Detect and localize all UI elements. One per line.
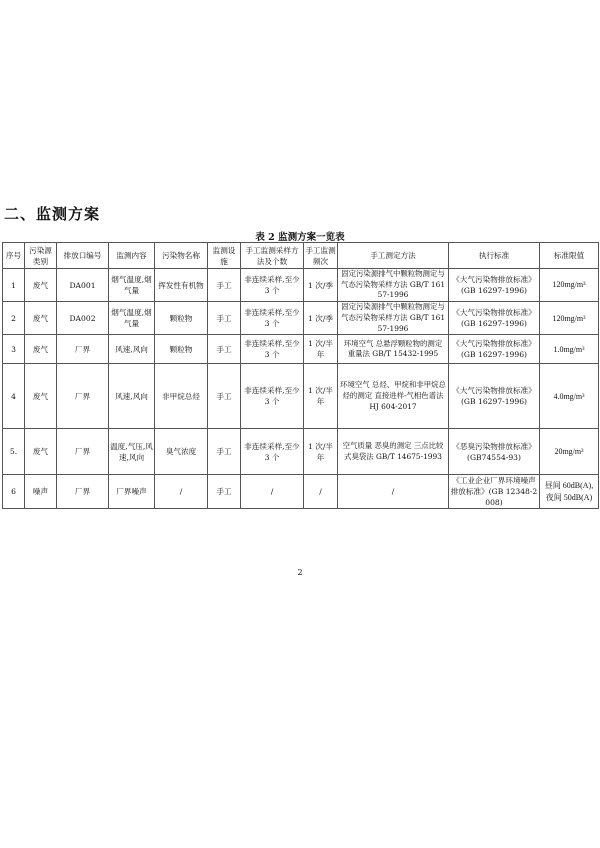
table-cell: 空气质量 恶臭的测定 三点比较式臭袋法 GB/T 14675-1993: [338, 429, 449, 475]
page-number: 2: [297, 568, 303, 577]
table-cell: 4.0mg/m³: [540, 364, 599, 429]
table-cell: 废气: [25, 429, 57, 475]
table-cell: 1.0mg/m³: [540, 335, 599, 364]
table-cell: /: [241, 475, 304, 509]
table-cell: 环境空气 总烃、甲烷和非甲烷总烃的测定 直接进样-气相色谱法 HJ 604-2017: [338, 364, 449, 429]
table-row: [3, 475, 599, 509]
table-cell: 噪声: [25, 475, 57, 509]
table-cell: 5.: [3, 429, 25, 475]
column-header: 监测设施: [208, 243, 241, 269]
table-cell: 颗粒物: [155, 335, 208, 364]
table-cell: 《大气污染物排放标准》(GB 16297-1996): [449, 335, 540, 364]
table-cell: 1: [3, 269, 25, 302]
table-cell: 手工: [208, 429, 241, 475]
monitoring-plan-table: [2, 242, 599, 509]
table-cell: 非连续采样,至少 3 个: [241, 302, 304, 335]
table-cell: 厂界: [57, 364, 109, 429]
table-cell: 废气: [25, 269, 57, 302]
table-cell: 固定污染源排气中颗粒物测定与气态污染物采样方法 GB/T 16157-1996: [338, 269, 449, 302]
table-cell: 废气: [25, 364, 57, 429]
table-row: [3, 269, 599, 302]
table-cell: 厂界: [57, 429, 109, 475]
table-cell: 手工: [208, 302, 241, 335]
table-cell: 非连续采样,至少 3 个: [241, 429, 304, 475]
table-cell: 风速,风向: [109, 364, 155, 429]
table-cell: 手工: [208, 335, 241, 364]
table-cell: 废气: [25, 335, 57, 364]
table-cell: 温度,气压,风速,风向: [109, 429, 155, 475]
column-header: 污染源类别: [25, 243, 57, 269]
table-cell: 6: [3, 475, 25, 509]
column-header: 手工监测采样方法及个数: [241, 243, 304, 269]
table-cell: 《大气污染物排放标准》(GB 16297-1996): [449, 269, 540, 302]
table-caption: 表 2 监测方案一览表: [255, 232, 345, 243]
table-cell: DA001: [57, 269, 109, 302]
table-cell: 厂界: [57, 475, 109, 509]
table-cell: 《恶臭污染物排放标准》(GB74554-93): [449, 429, 540, 475]
table-cell: 4: [3, 364, 25, 429]
table-row: [3, 364, 599, 429]
table-cell: /: [155, 475, 208, 509]
table-cell: 非连续采样,至少 3 个: [241, 269, 304, 302]
table-cell: 1 次/季: [304, 302, 338, 335]
table-cell: /: [338, 475, 449, 509]
table-cell: 烟气温度,烟气量: [109, 269, 155, 302]
table-cell: 20mg/m³: [540, 429, 599, 475]
table-cell: 2: [3, 302, 25, 335]
table-cell: 颗粒物: [155, 302, 208, 335]
table-header-row: [3, 243, 599, 269]
column-header: 标准限值: [540, 243, 599, 269]
table-cell: 厂界: [57, 335, 109, 364]
table-row: [3, 302, 599, 335]
table-cell: 厂界噪声: [109, 475, 155, 509]
table-cell: 风速,风向: [109, 335, 155, 364]
table-row: [3, 335, 599, 364]
table-cell: 手工: [208, 475, 241, 509]
table-cell: 挥发性有机物: [155, 269, 208, 302]
table-cell: 固定污染源排气中颗粒物测定与气态污染物采样方法 GB/T 16157-1996: [338, 302, 449, 335]
table-cell: 《大气污染物排放标准》(GB 16297-1996): [449, 302, 540, 335]
table-cell: 非连续采样,至少 3 个: [241, 364, 304, 429]
column-header: 手工监测频次: [304, 243, 338, 269]
table-cell: 1 次/半年: [304, 429, 338, 475]
table-cell: 昼间 60dB(A),夜间 50dB(A): [540, 475, 599, 509]
table-cell: DA002: [57, 302, 109, 335]
table-cell: 非连续采样,至少 3 个: [241, 335, 304, 364]
table-cell: 非甲烷总烃: [155, 364, 208, 429]
table-cell: 《大气污染物排放标准》(GB 16297-1996): [449, 364, 540, 429]
table-cell: 120mg/m³: [540, 302, 599, 335]
table-cell: 《工业企业厂界环境噪声排放标准》(GB 12348-2008): [449, 475, 540, 509]
column-header: 监测内容: [109, 243, 155, 269]
table-cell: 臭气浓度: [155, 429, 208, 475]
table-cell: 1 次/季: [304, 269, 338, 302]
table-cell: 环境空气 总悬浮颗粒物的测定 重量法 GB/T 15432-1995: [338, 335, 449, 364]
column-header: 污染物名称: [155, 243, 208, 269]
column-header: 排放口编号: [57, 243, 109, 269]
table-cell: 1 次/半年: [304, 364, 338, 429]
table-cell: 120mg/m³: [540, 269, 599, 302]
column-header: 手工测定方法: [338, 243, 449, 269]
column-header: 序号: [3, 243, 25, 269]
section-heading: 二、监测方案: [4, 205, 101, 223]
table-cell: 3: [3, 335, 25, 364]
table-cell: 废气: [25, 302, 57, 335]
table-cell: 手工: [208, 269, 241, 302]
table-cell: 手工: [208, 364, 241, 429]
table-row: [3, 429, 599, 475]
table-cell: 烟气温度,烟气量: [109, 302, 155, 335]
table-cell: 1 次/半年: [304, 335, 338, 364]
table-cell: /: [304, 475, 338, 509]
column-header: 执行标准: [449, 243, 540, 269]
